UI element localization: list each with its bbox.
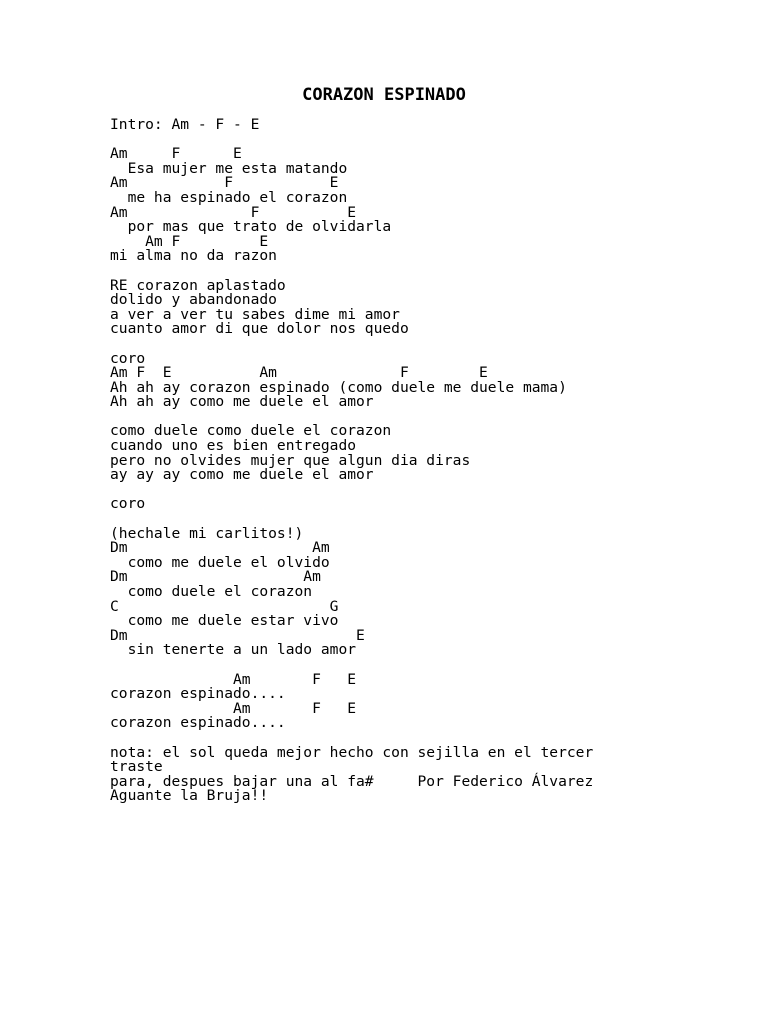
chord-line: Am F E Am F E	[110, 364, 488, 382]
section-label: coro	[110, 349, 146, 367]
sheet-line	[110, 337, 750, 352]
lyric-line: RE corazon aplastado	[110, 276, 286, 294]
chord-line: Am F E	[110, 203, 357, 221]
chord-line: C G	[110, 597, 339, 615]
lyric-line: como me duele el olvido	[110, 553, 330, 571]
note-line: traste	[110, 758, 163, 776]
chord-line: Am F E	[110, 699, 357, 717]
chord-line: Am F E	[110, 145, 242, 163]
lyric-line: Ah ah ay corazon espinado (como duele me duele mama)	[110, 378, 567, 396]
chord-line: Dm Am	[110, 568, 321, 586]
note-line: nota: el sol queda mejor hecho con sejilla en el tercer	[110, 743, 594, 761]
song-sheet	[110, 118, 750, 804]
chord-line: Am F E	[110, 174, 339, 192]
lyric-line: como duele el corazon	[110, 583, 313, 600]
lyric-line: como me duele estar vivo	[110, 612, 339, 630]
lyric-line: Ah ah ay como me duele el amor	[110, 393, 374, 411]
lyric-line: cuando uno es bien entregado	[110, 437, 357, 455]
chord-line: Am F E	[110, 232, 269, 250]
chord-line: Dm Am	[110, 539, 330, 557]
song-title: CORAZON ESPINADO	[302, 85, 466, 105]
chord-line: Dm E	[110, 626, 365, 644]
lyric-line: me ha espinado el corazon	[110, 188, 348, 206]
lyric-line: como duele como duele el corazon	[110, 422, 392, 440]
lyric-line: ay ay ay como me duele el amor	[110, 466, 374, 484]
lyric-line: cuanto amor di que dolor nos quedo	[110, 320, 409, 338]
sheet-line: Intro: Am - F - E	[110, 116, 260, 133]
lyric-line: Esa mujer me esta matando	[110, 159, 348, 177]
lyric-line: (hechale mi carlitos!)	[110, 524, 304, 542]
sheet-line	[110, 483, 750, 498]
lyric-line: sin tenerte a un lado amor	[110, 641, 357, 659]
lyric-line: dolido y abandonado	[110, 291, 277, 309]
lyric-line: corazon espinado....	[110, 685, 286, 703]
lyric-line: mi alma no da razon	[110, 247, 277, 265]
lyric-line: pero no olvides mujer que algun dia diras	[110, 451, 471, 469]
lyric-line: a ver a ver tu sabes dime mi amor	[110, 305, 400, 323]
chord-line: Am F E	[110, 670, 357, 688]
note-line: Aguante la Bruja!!	[110, 787, 269, 805]
lyric-line: corazon espinado....	[110, 714, 286, 732]
section-label: coro	[110, 495, 146, 513]
note-line: para, despues bajar una al fa# Por Federico Álvarez	[110, 772, 594, 790]
lyric-line: por mas que trato de olvidarla	[110, 218, 392, 236]
